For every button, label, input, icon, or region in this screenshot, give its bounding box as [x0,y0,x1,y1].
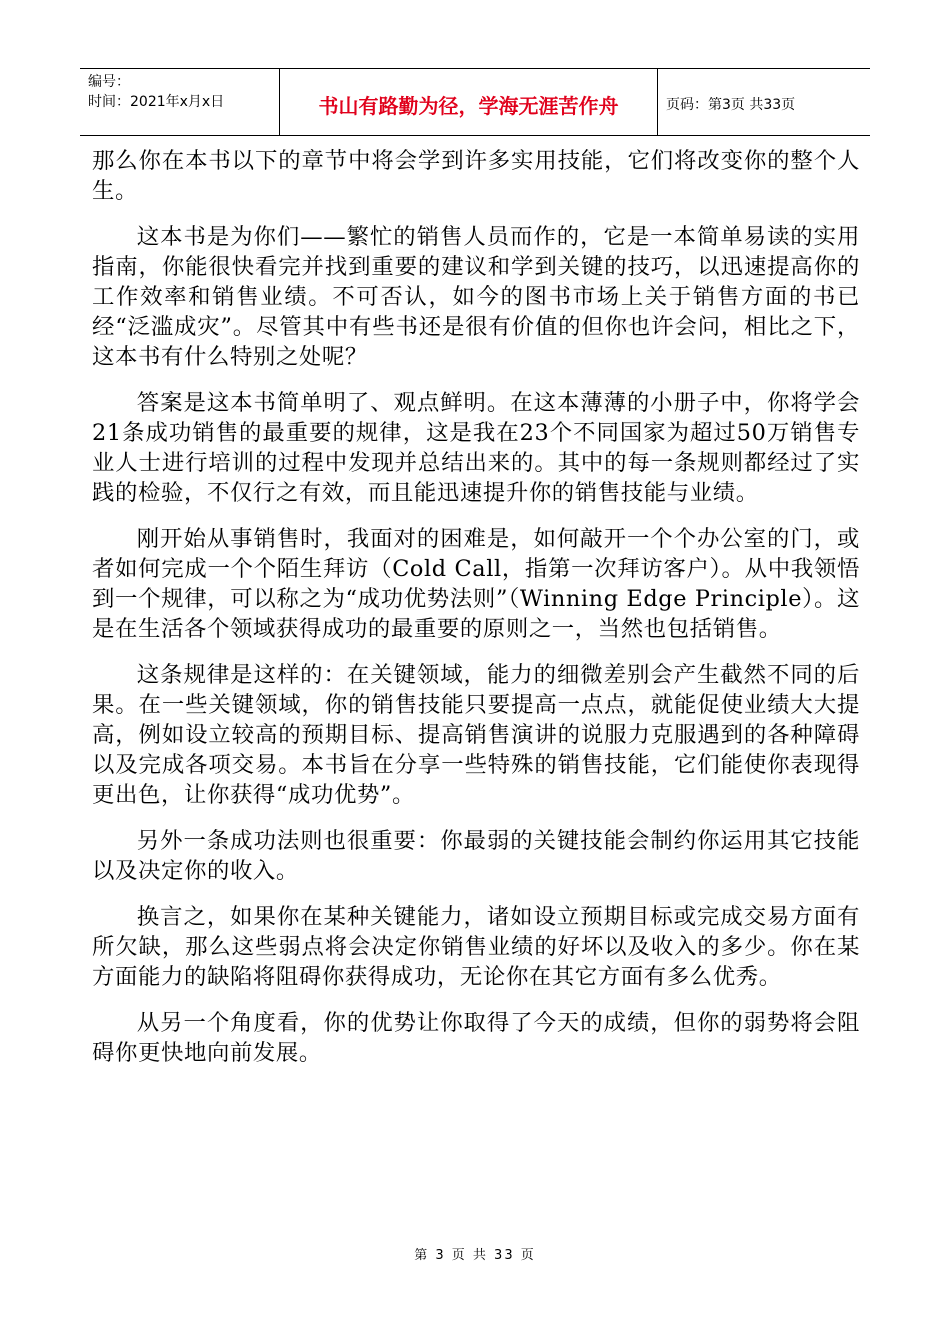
body-paragraph: 这条规律是这样的：在关键领域，能力的细微差别会产生截然不同的后果。在一些关键领域，你的销售技能只要提高一点点，就能促使业绩大大提高，例如设立较高的预期目标、提高销售演讲的说服力克服遇到的各种障碍以及完成各项交易。本书旨在分享一些特殊的销售技能，它们能使你表现得更出色，让你获得“成功优势”。 [92,662,860,808]
body-paragraph: 答案是这本书简单明了、观点鲜明。在这本薄薄的小册子中，你将学会21条成功销售的最重要的规律，这是我在23个不同国家为超过50万销售专业人士进行培训的过程中发现并总结出来的。其中的每一条规则都经过了实践的检验，不仅行之有效，而且能迅速提升你的销售技能与业绩。 [92,390,860,506]
document-body [92,146,860,1084]
page-footer: 第 3 页 共 33 页 [414,1248,536,1263]
body-paragraph: 刚开始从事销售时，我面对的困难是，如何敲开一个个办公室的门，或者如何完成一个个陌生拜访（Cold Call，指第一次拜访客户）。从中我领悟到一个规律，可以称之为“成功优势法则”（Winning Edge Principle）。这是在生活各个领域获得成功的最重要的原则之一，当然也包括销售。 [92,526,860,642]
header-meta [80,69,280,135]
header-motto: 书山有路勤为径，学海无涯苦作舟 [280,69,658,135]
document-number-label: 编号： [88,74,130,90]
body-paragraph: 另外一条成功法则也很重要：你最弱的关键技能会制约你运用其它技能以及决定你的收入。 [92,828,860,884]
body-paragraph: 这本书是为你们——繁忙的销售人员而作的，它是一本简单易读的实用指南，你能很快看完并找到重要的建议和学到关键的技巧，以迅速提高你的工作效率和销售业绩。不可否认，如今的图书市场上关于销售方面的书已经“泛滥成灾”。尽管其中有些书还是很有价值的但你也许会问，相比之下，这本书有什么特别之处呢？ [92,224,860,370]
document-time-label: 时间：2021年x月x日 [88,94,225,110]
body-paragraph: 换言之，如果你在某种关键能力，诸如设立预期目标或完成交易方面有所欠缺，那么这些弱点将会决定你销售业绩的好坏以及收入的多少。你在某方面能力的缺陷将阻碍你获得成功，无论你在其它方面有多么优秀。 [92,904,860,990]
body-paragraph: 那么你在本书以下的章节中将会学到许多实用技能，它们将改变你的整个人生。 [92,148,860,204]
header-page-code: 页码：第3页 共33页 [666,97,796,113]
page-header [80,68,870,136]
body-paragraph: 从另一个角度看，你的优势让你取得了今天的成绩，但你的弱势将会阻碍你更快地向前发展。 [92,1010,860,1066]
